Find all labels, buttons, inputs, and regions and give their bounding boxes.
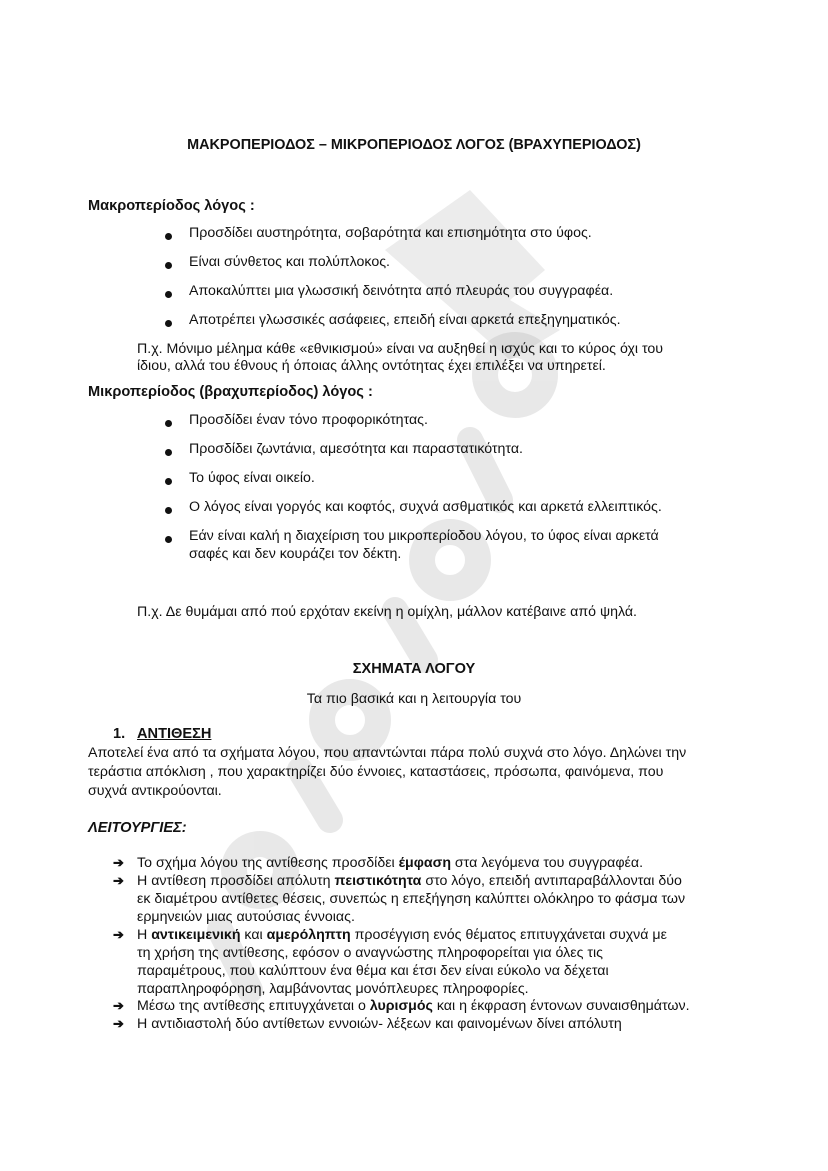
- function-item-3: Η αντικειμενική και αμερόληπτη προσέγγιση ενός θέματος επιτυγχάνεται συχνά με: [137, 927, 667, 943]
- function-item-3-line-4: παραπληροφόρηση, λαμβάνοντας μονόπλευρες πληροφορίες.: [137, 981, 529, 997]
- macro-bullet-4: Αποτρέπει γλωσσικές ασάφειες, επειδή είναι αρκετά επεξηγηματικός.: [189, 312, 621, 328]
- macro-example-line-1: Π.χ. Μόνιμο μέλημα κάθε «εθνικισμού» είναι να αυξηθεί η ισχύς και το κύρος όχι του: [137, 341, 664, 357]
- definition-line-2: τεράστια απόκλιση , που χαρακτηρίζει δύο έννοιες, καταστάσεις, πρόσωπα, φαινόμενα, που: [88, 764, 664, 780]
- arrow-icon: ➔: [113, 873, 124, 888]
- bullet-icon: [165, 420, 172, 427]
- micro-bullet-3: Το ύφος είναι οικείο.: [189, 470, 315, 486]
- bullet-icon: [165, 449, 172, 456]
- figures-heading: ΣΧΗΜΑΤΑ ΛΟΓΟΥ: [352, 661, 476, 677]
- function-item-2: Η αντίθεση προσδίδει απόλυτη πειστικότητα στο λόγο, επειδή αντιπαραβάλλονται δύο: [137, 873, 682, 889]
- section-number: 1.: [113, 726, 126, 742]
- micro-bullet-2: Προσδίδει ζωντάνια, αμεσότητα και παραστατικότητα.: [189, 441, 523, 457]
- arrow-icon: ➔: [113, 855, 124, 870]
- function-item-5: Η αντιδιαστολή δύο αντίθετων εννοιών- λέξεων και φαινομένων δίνει απόλυτη: [137, 1016, 622, 1032]
- bullet-icon: [165, 320, 172, 327]
- micro-example: Π.χ. Δε θυμάμαι από πού ερχόταν εκείνη η ομίχλη, μάλλον κατέβαινε από ψηλά.: [137, 604, 638, 620]
- definition-line-1: Αποτελεί ένα από τα σχήματα λόγου, που απαντώνται πάρα πολύ συχνά στο λόγο. Δηλώνει την: [88, 745, 687, 761]
- bullet-icon: [165, 291, 172, 298]
- document-title: ΜΑΚΡΟΠΕΡΙΟΔΟΣ – ΜΙΚΡΟΠΕΡΙΟΔΟΣ ΛΟΓΟΣ (ΒΡΑΧΥΠΕΡΙΟΔΟΣ): [187, 137, 641, 153]
- function-item-3-line-3: παραμέτρους, που καλύπτουν ένα θέμα και έτσι δεν είναι εύκολο να δέχεται: [137, 963, 609, 979]
- definition-line-3: συχνά αντικρούονται.: [88, 783, 222, 799]
- function-item-3-line-2: τη χρήση της αντίθεσης, εφόσον ο αναγνώστης πληροφορείται για όλες τις: [137, 945, 603, 961]
- functions-heading: ΛΕΙΤΟΥΡΓΙΕΣ:: [88, 820, 187, 836]
- bullet-icon: [165, 478, 172, 485]
- bullet-icon: [165, 507, 172, 514]
- bullet-icon: [165, 233, 172, 240]
- macro-bullet-2: Είναι σύνθετος και πολύπλοκος.: [189, 254, 390, 270]
- micro-bullet-5-cont: σαφές και δεν κουράζει τον δέκτη.: [189, 546, 402, 562]
- section-title: ΑΝΤΙΘΕΣΗ: [137, 726, 212, 742]
- micro-heading: Μικροπερίοδος (βραχυπερίοδος) λόγος :: [88, 384, 373, 400]
- micro-bullet-5: Εάν είναι καλή η διαχείριση του μικροπερίοδου λόγου, το ύφος είναι αρκετά: [189, 528, 659, 544]
- micro-bullet-4: Ο λόγος είναι γοργός και κοφτός, συχνά ασθματικός και αρκετά ελλειπτικός.: [189, 499, 662, 515]
- arrow-icon: ➔: [113, 1016, 124, 1031]
- macro-heading: Μακροπερίοδος λόγος :: [88, 198, 255, 214]
- bullet-icon: [165, 536, 172, 543]
- arrow-icon: ➔: [113, 998, 124, 1013]
- function-item-2-line-3: ερμηνειών μιας αυτούσιας έννοιας.: [137, 909, 355, 925]
- macro-example-line-2: ίδιου, αλλά του έθνους ή όποιας άλλης οντότητας έχει επιλέξει να υπηρετεί.: [137, 358, 606, 374]
- macro-bullet-1: Προσδίδει αυστηρότητα, σοβαρότητα και επισημότητα στο ύφος.: [189, 225, 592, 241]
- function-item-2-line-2: εκ διαμέτρου αντίθετες θέσεις, συνεπώς η επεξήγηση καλύπτει ολόκληρο το φάσμα των: [137, 891, 686, 907]
- figures-subheading: Τα πιο βασικά και η λειτουργία του: [306, 691, 522, 707]
- function-item-4: Μέσω της αντίθεσης επιτυγχάνεται ο λυρισμός και η έκφραση έντονων συναισθημάτων.: [137, 998, 690, 1014]
- bullet-icon: [165, 262, 172, 269]
- macro-bullet-3: Αποκαλύπτει μια γλωσσική δεινότητα από πλευράς του συγγραφέα.: [189, 283, 614, 299]
- function-item-1: Το σχήμα λόγου της αντίθεσης προσδίδει έμφαση στα λεγόμενα του συγγραφέα.: [137, 855, 644, 871]
- micro-bullet-1: Προσδίδει έναν τόνο προφορικότητας.: [189, 412, 428, 428]
- arrow-icon: ➔: [113, 927, 124, 942]
